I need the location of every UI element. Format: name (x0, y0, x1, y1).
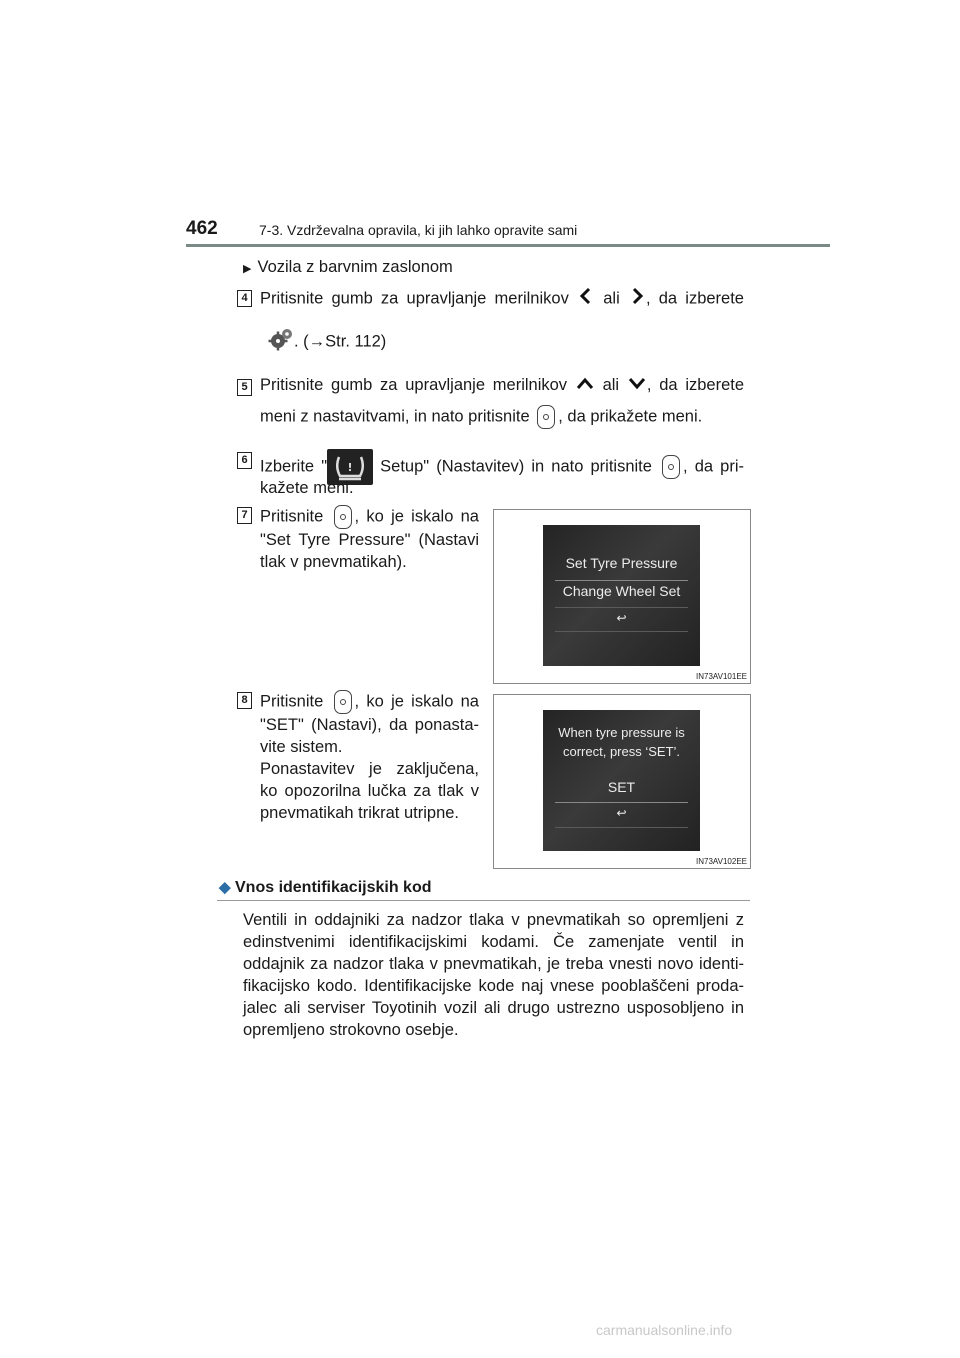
step-6-text-b: Setup" (Nastavitev) in nato pritisnite (373, 457, 652, 476)
message-line-1: When tyre pressure is (558, 725, 685, 740)
enter-button-icon (334, 690, 352, 714)
back-icon: ↩ (616, 806, 627, 820)
step-6-line-2: kažete meni. (260, 479, 354, 497)
image-code: IN73AV102EE (696, 857, 747, 866)
settings-gears-icon (268, 326, 294, 358)
selection-divider (555, 580, 688, 581)
figure-set-confirm (493, 694, 751, 869)
step-5-text-c: meni z nastavitvami, in nato pritisnite (260, 407, 530, 426)
step-5-text-b: , da izberete (646, 376, 745, 394)
step-5-line-2 (260, 405, 702, 429)
step-number-5: 5 (237, 379, 252, 396)
step-4-line-2 (268, 326, 386, 358)
step-number-6: 6 (237, 452, 252, 469)
menu-item-set-tyre-pressure: Set Tyre Pressure (565, 555, 678, 571)
display-screen (543, 525, 700, 666)
chevron-left-icon (577, 287, 595, 311)
step-8-text-b: , ko je iskalo na (354, 692, 479, 711)
step-8-line-4: Ponastavitev je zaključena, (260, 760, 479, 778)
figure-set-tyre-pressure (493, 509, 751, 684)
intro-bullet (243, 256, 453, 280)
step-5-or: ali (602, 376, 620, 394)
chevron-right-icon (628, 287, 646, 311)
enter-button-icon (334, 505, 352, 529)
paragraph-line: edinstvenimi identifikacijskimi kodami. Če zamenjate ventil in (243, 933, 744, 951)
svg-text:!: ! (347, 461, 353, 474)
step-8-line-2: "SET" (Nastavi), da ponasta- (260, 716, 479, 734)
step-5-text-d: , da prikažete meni. (558, 407, 703, 426)
menu-divider (555, 631, 688, 632)
enter-button-icon (662, 455, 680, 479)
image-code: IN73AV101EE (696, 672, 747, 681)
menu-divider (555, 827, 688, 828)
section-heading (219, 878, 432, 897)
back-icon: ↩ (616, 611, 627, 625)
section-rule (217, 900, 750, 901)
step-4-line-1 (260, 287, 744, 311)
section-heading-text: Vnos identifikacijskih kod (235, 879, 432, 896)
menu-divider (555, 607, 688, 608)
step-4-or: ali (603, 289, 620, 308)
step-8-line-5: ko opozorilna lučka za tlak v (260, 782, 479, 800)
step-4-page-ref: . (→Str. 112) (294, 332, 387, 351)
chevron-up-icon (575, 375, 595, 397)
intro-bullet-text: Vozila z barvnim zaslonom (257, 258, 453, 276)
step-number-4: 4 (237, 290, 252, 307)
step-8-line-1 (260, 690, 479, 714)
chevron-down-icon (627, 375, 647, 397)
step-8-line-6: pnevmatikah trikrat utripne. (260, 804, 460, 822)
step-7-line-1 (260, 505, 479, 529)
step-7-text (260, 505, 479, 573)
step-7-text-a: Pritisnite (260, 507, 324, 526)
paragraph-line: oddajnik za nadzor tlaka v pnevmatikah, je treba vnesti novo identi- (243, 955, 744, 973)
selection-divider (555, 802, 688, 803)
paragraph-line: opremljeno strokovno osebje. (243, 1021, 459, 1039)
page-number: 462 (186, 218, 218, 239)
enter-button-icon (537, 405, 555, 429)
diamond-bullet-icon: ◆ (219, 879, 231, 896)
step-4-text-a: Pritisnite gumb za upravljanje merilnikov (260, 289, 569, 308)
step-4-text-b: , da izberete (645, 289, 744, 308)
message-line-2: correct, press ‘SET’. (562, 744, 681, 759)
paragraph-line: Ventili in oddajniki za nadzor tlaka v pnevmatikah so opremljeni z (243, 911, 744, 929)
section-paragraph (243, 909, 744, 1041)
step-8-text-a: Pritisnite (260, 692, 324, 711)
paragraph-line: jalec ali serviser Toyotinih vozil ali drugo ustrezno usposobljeno in (243, 999, 744, 1017)
step-number-8: 8 (237, 692, 252, 709)
step-6-text-c: , da pri- (683, 457, 745, 476)
step-7-line-3: tlak v pnevmatikah). (260, 553, 407, 571)
step-number-7: 7 (237, 507, 252, 524)
step-8-text (260, 690, 479, 824)
footer-watermark[interactable]: carmanualsonline.info (596, 1322, 733, 1338)
menu-item-change-wheel-set: Change Wheel Set (562, 583, 681, 599)
section-title: 7-3. Vzdrževalna opravila, ki jih lahko opravite sami (259, 222, 578, 238)
header-rule (186, 244, 830, 247)
paragraph-line: fikacijsko kodo. Identifikacijske kode naj vnese pooblaščeni proda- (243, 977, 744, 995)
menu-item-set: SET (607, 779, 636, 795)
step-7-text-b: , ko je iskalo na (354, 507, 479, 526)
display-screen (543, 710, 700, 851)
step-7-line-2: "Set Tyre Pressure" (Nastavi (260, 531, 479, 549)
triangle-bullet-icon: ▶ (243, 263, 252, 275)
step-6-text-a: Izberite " (260, 457, 328, 476)
step-8-line-3: vite sistem. (260, 738, 343, 756)
step-5-text-a: Pritisnite gumb za upravljanje merilnikov (260, 376, 568, 394)
step-5-line-1 (260, 374, 744, 397)
